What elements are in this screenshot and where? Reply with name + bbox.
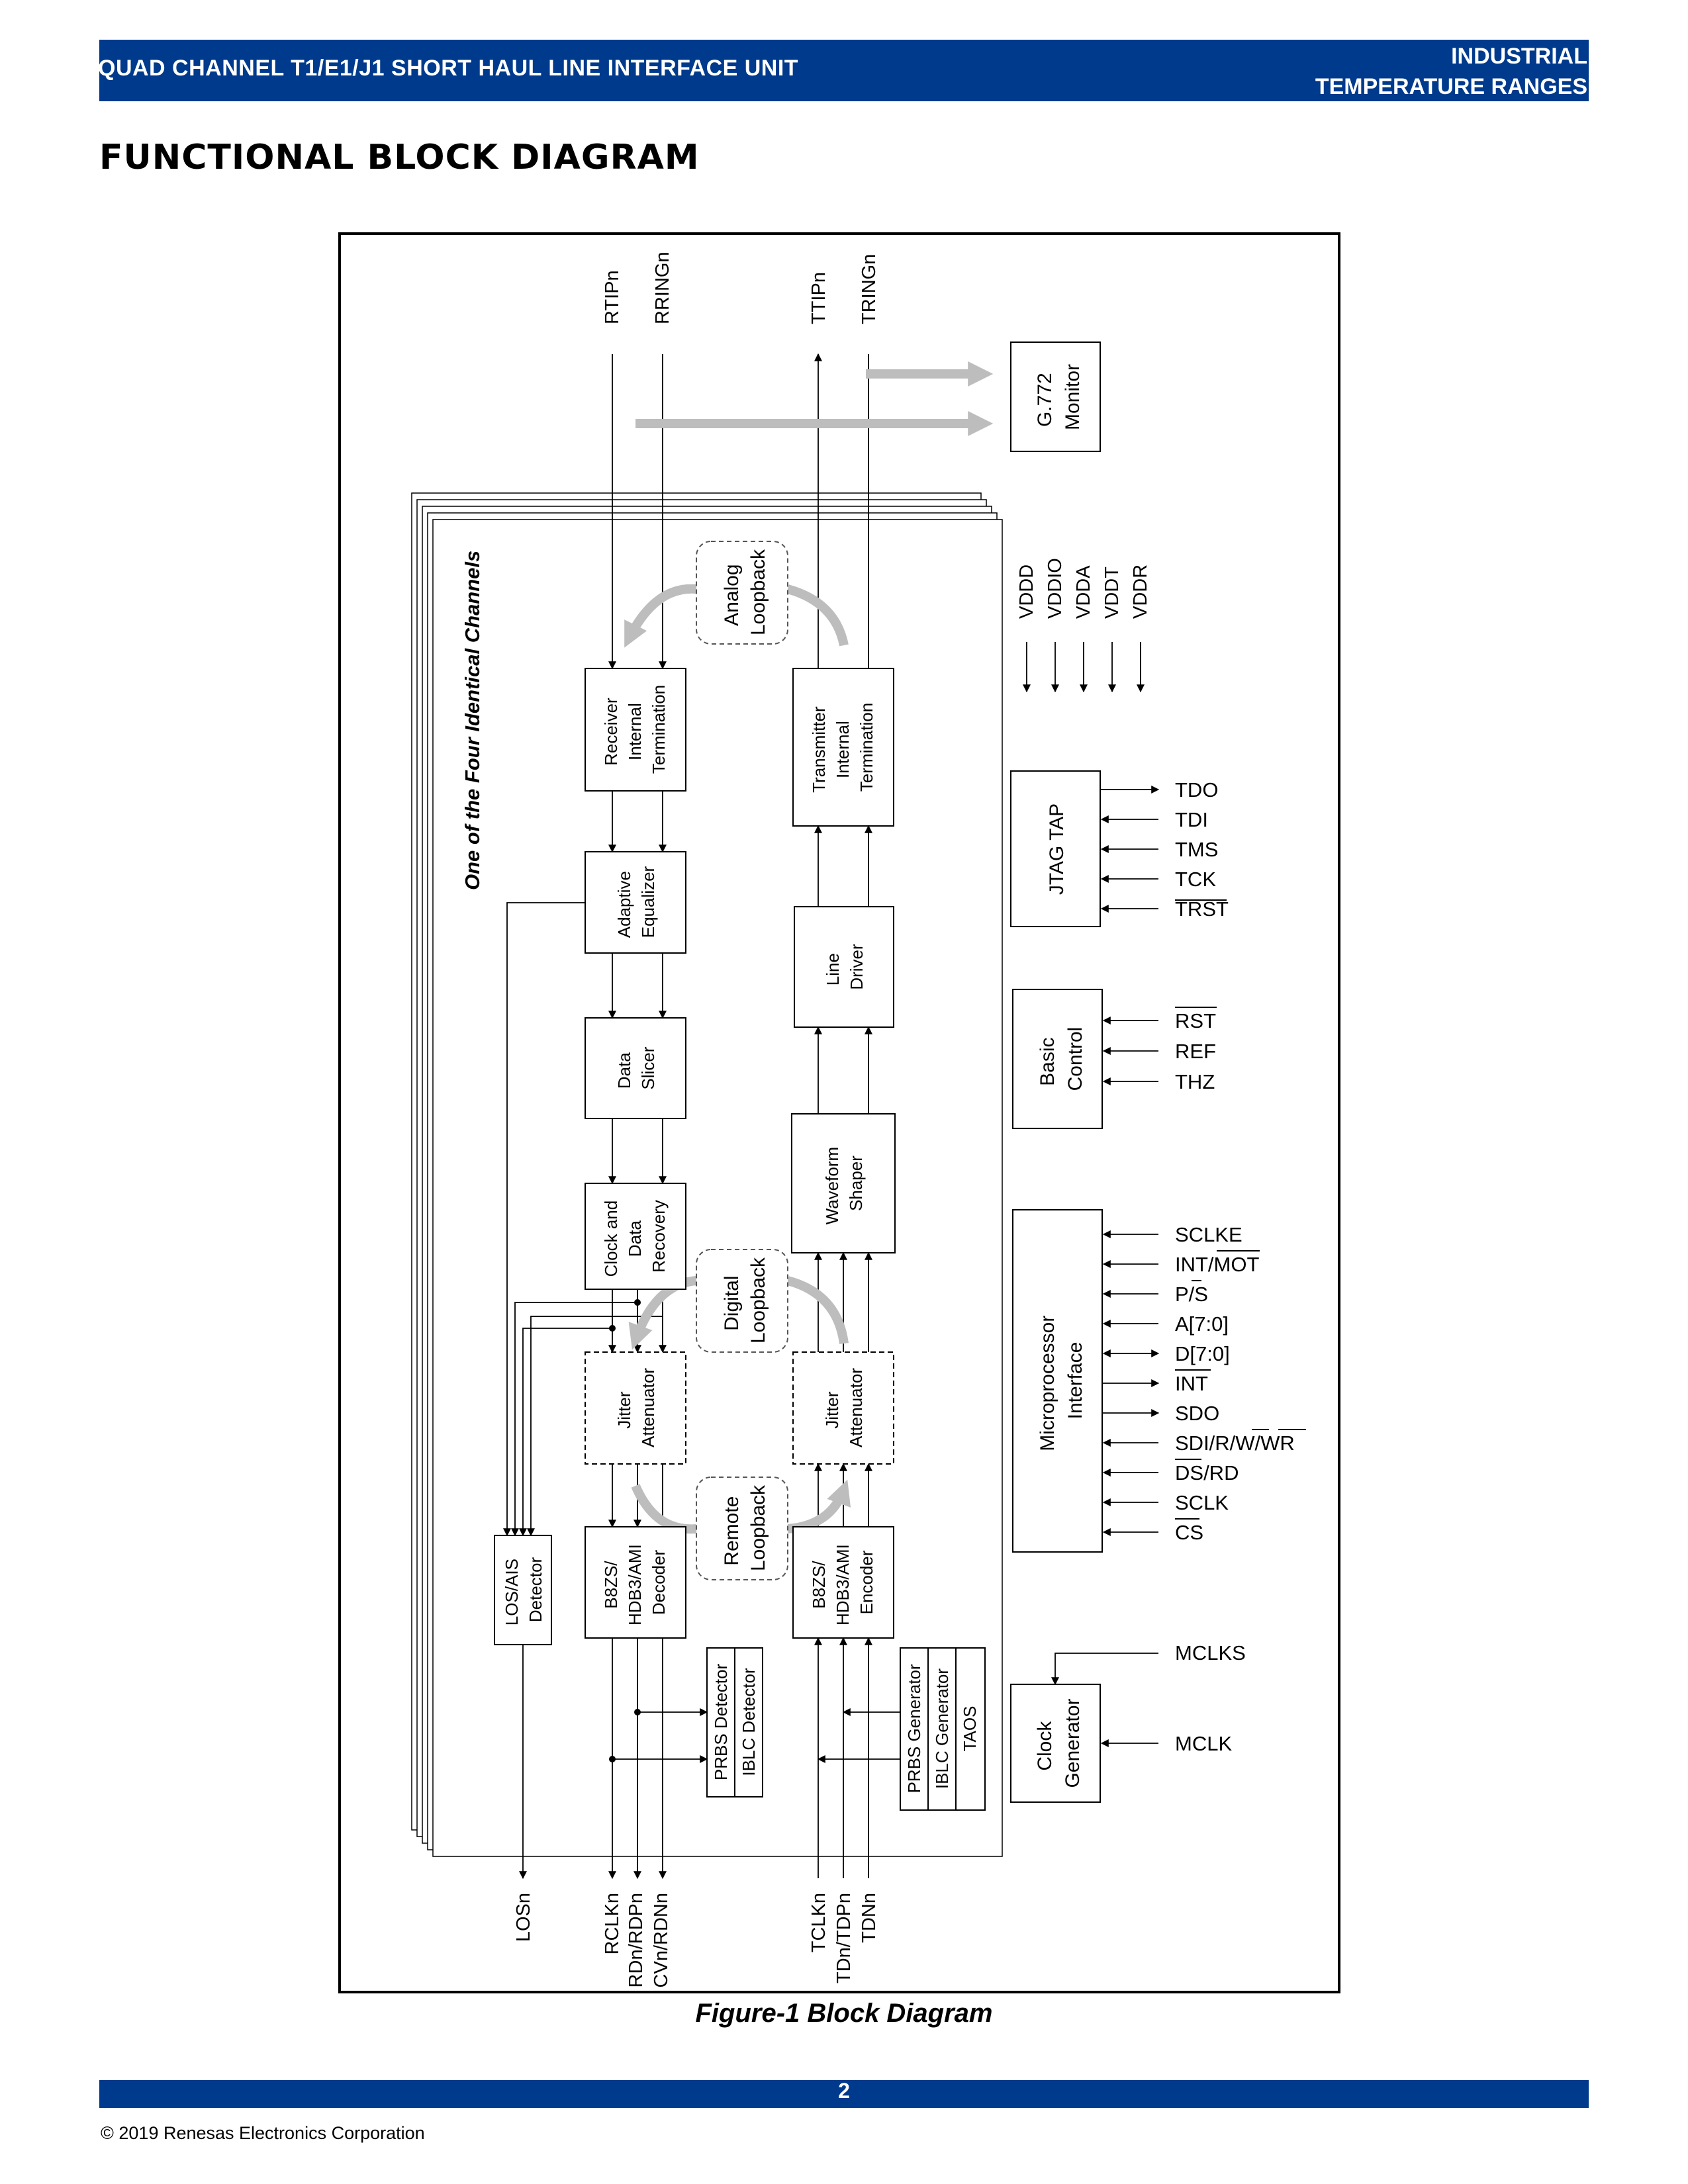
rx-jitter-attenuator-label: Jitter Attenuator <box>614 1368 658 1447</box>
pin-p-s: P/S <box>1175 1283 1208 1306</box>
transmitter-termination-label: Transmitter Internal Termination <box>809 702 876 793</box>
receiver-termination-label: Receiver Internal Termination <box>601 684 669 774</box>
pin-sdo: SDO <box>1175 1402 1220 1425</box>
pin-cvn-rdnn: CVn/RDNn <box>651 1893 672 1988</box>
clock-generator-label: Clock Generator <box>1034 1698 1084 1788</box>
pin-rclkn: RCLKn <box>602 1893 623 1955</box>
pin-sdi-rw-wr: SDI/R/W/WR <box>1175 1432 1295 1455</box>
iblc-detector-label: IBLC Detector <box>739 1668 759 1776</box>
header-right-line1: INDUSTRIAL <box>1451 44 1587 69</box>
line-driver-label: Line Driver <box>823 944 867 990</box>
encoder-label: B8ZS/ HDB3/AMI Encoder <box>809 1544 876 1626</box>
header-right-line2: TEMPERATURE RANGES <box>1315 74 1587 99</box>
tx-jitter-attenuator-block <box>793 1352 894 1464</box>
data-slicer-label: Data Slicer <box>614 1046 658 1090</box>
document-title: QUAD CHANNEL T1/E1/J1 SHORT HAUL LINE INTERFACE UNIT <box>98 56 799 81</box>
line-driver-block <box>794 907 894 1027</box>
adaptive-equalizer-block <box>585 852 686 953</box>
prbs-generator-label: PRBS Generator <box>904 1664 924 1794</box>
pin-ref: REF <box>1175 1040 1216 1063</box>
pin-tclkn: TCLKn <box>808 1893 829 1953</box>
pin-rringn: RRINGn <box>652 251 673 324</box>
pin-thz: THZ <box>1175 1070 1215 1093</box>
pin-tck: TCK <box>1175 868 1216 891</box>
los-ais-detector-label: LOS/AIS Detector <box>502 1557 545 1626</box>
pin-mclks: MCLKS <box>1175 1641 1246 1664</box>
pin-tms: TMS <box>1175 838 1219 861</box>
pin-vddio: VDDIO <box>1045 558 1066 619</box>
prbs-detector-label: PRBS Detector <box>711 1663 731 1781</box>
copyright: © 2019 Renesas Electronics Corporation <box>101 2123 425 2143</box>
pin-int-mot: INT/MOT <box>1175 1253 1260 1276</box>
basic-control-label: Basic Control <box>1037 1026 1086 1091</box>
power-pins <box>1016 558 1151 692</box>
pin-rtipn: RTIPn <box>602 270 623 324</box>
pin-vddd: VDDD <box>1016 564 1037 619</box>
decoder-label: B8ZS/ HDB3/AMI Decoder <box>601 1544 669 1626</box>
pin-sclk: SCLK <box>1175 1491 1229 1514</box>
remote-loopback-label: Remote Loopback <box>721 1484 769 1572</box>
taos-label: TAOS <box>960 1706 980 1752</box>
pin-trst: TRST <box>1175 897 1229 921</box>
waveform-shaper-block <box>792 1114 895 1253</box>
pin-address: A[7:0] <box>1175 1312 1229 1336</box>
pin-vddt: VDDT <box>1102 567 1123 619</box>
waveform-shaper-label: Waveform Shaper <box>822 1146 866 1225</box>
jtag-tap-label: JTAG TAP <box>1046 803 1068 895</box>
data-slicer-block <box>585 1018 686 1118</box>
pin-vdda: VDDA <box>1073 565 1094 619</box>
analog-loopback-label: Analog Loopback <box>721 549 769 636</box>
pin-tdnn: TDNn <box>859 1893 880 1943</box>
section-title: FUNCTIONAL BLOCK DIAGRAM <box>99 138 700 177</box>
pin-int: INT <box>1175 1372 1208 1395</box>
pin-tringn: TRINGn <box>859 253 880 324</box>
g772-monitor-label: G.772 Monitor <box>1034 363 1084 431</box>
pin-rdn-rdpn: RDn/RDPn <box>626 1893 647 1988</box>
page-number: 2 <box>838 2079 850 2103</box>
microprocessor-interface-label: Microprocessor Interface <box>1037 1315 1086 1451</box>
rx-jitter-attenuator-block <box>585 1352 686 1464</box>
iblc-generator-label: IBLC Generator <box>932 1668 952 1790</box>
channel-label: One of the Four Identical Channels <box>461 550 484 890</box>
adaptive-equalizer-label: Adaptive Equalizer <box>614 866 658 938</box>
pin-losn: LOSn <box>513 1893 534 1942</box>
pin-ds-rd: DS/RD <box>1175 1461 1239 1484</box>
tx-jitter-attenuator-label: Jitter Attenuator <box>822 1368 866 1447</box>
pin-sclke: SCLKE <box>1175 1223 1243 1246</box>
figure-caption: Figure-1 Block Diagram <box>695 1999 993 2028</box>
pin-rst: RST <box>1175 1009 1216 1032</box>
pin-tdn-tdpn: TDn/TDPn <box>833 1893 855 1983</box>
pin-cs: CS <box>1175 1521 1204 1544</box>
pin-mclk: MCLK <box>1175 1732 1233 1755</box>
digital-loopback-label: Digital Loopback <box>721 1257 769 1344</box>
pin-tdo: TDO <box>1175 778 1219 801</box>
pin-data: D[7:0] <box>1175 1342 1230 1365</box>
pin-tdi: TDI <box>1175 808 1208 831</box>
clock-data-recovery-label: Clock and Data Recovery <box>601 1200 669 1277</box>
pin-ttipn: TTIPn <box>808 272 829 324</box>
pin-vddr: VDDR <box>1130 564 1151 619</box>
